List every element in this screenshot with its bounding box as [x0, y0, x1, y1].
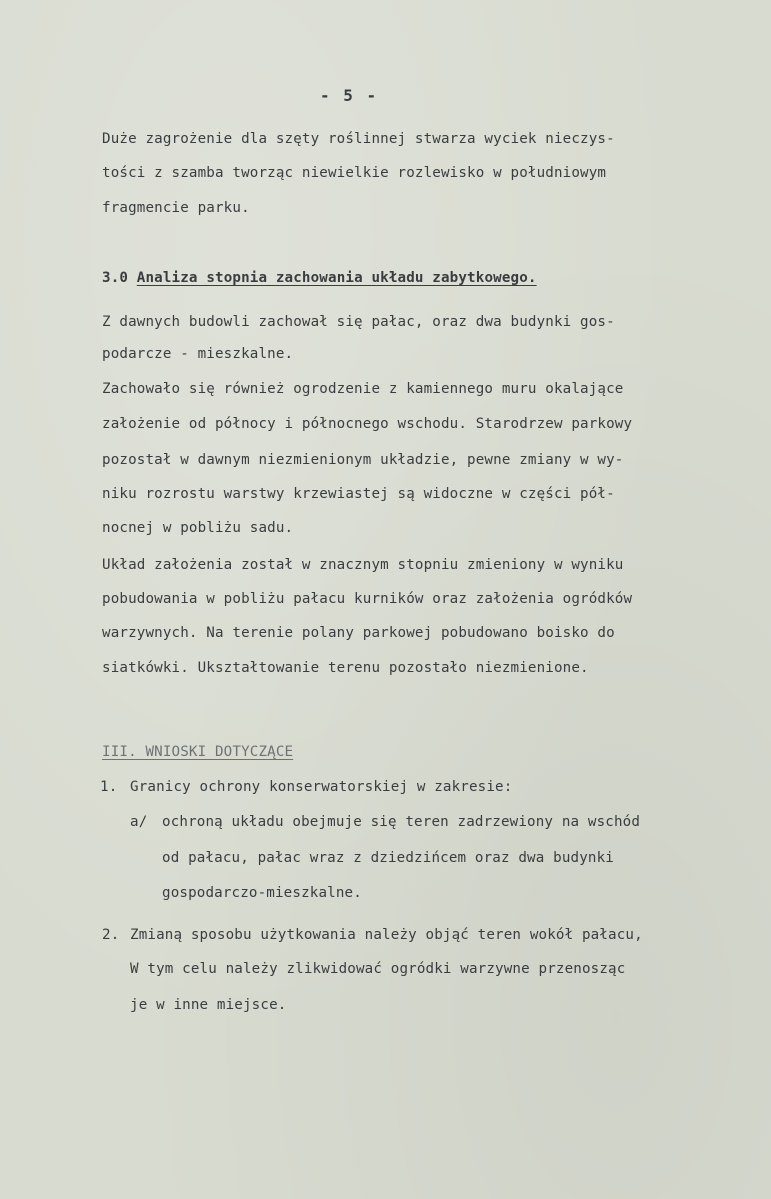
- section-III-heading: III. WNIOSKI DOTYCZĄCE: [102, 744, 294, 760]
- section-3-line-9: pobudowania w pobliżu pałacu kurników oraz założenia ogródków: [102, 591, 633, 607]
- section-3-line-5: pozostał w dawnym niezmienionym układzie, pewne zmiany w wy-: [102, 452, 624, 468]
- item-2-number: 2.: [102, 927, 120, 943]
- section-3-line-1: Z dawnych budowli zachował się pałac, oraz dwa budynki gos-: [102, 314, 615, 330]
- section-3-heading: [102, 269, 537, 287]
- intro-line-3: fragmencie parku.: [102, 200, 250, 216]
- item-1-number: 1.: [100, 779, 118, 795]
- item-2-line-2: W tym celu należy zlikwidować ogródki warzywne przenosząc: [130, 961, 626, 977]
- section-3-line-2: podarcze - mieszkalne.: [102, 346, 294, 362]
- intro-line-1: Duże zagrożenie dla szęty roślinnej stwarza wyciek nieczys-: [102, 131, 615, 147]
- section-3-title: Analiza stopnia zachowania układu zabytkowego.: [136, 270, 537, 286]
- section-3-line-6: niku rozrostu warstwy krzewiastej są widoczne w części pół-: [102, 486, 615, 502]
- item-1-sub-line-3: gospodarczo-mieszkalne.: [162, 885, 362, 901]
- item-2-line-1: Zmianą sposobu użytkowania należy objąć teren wokół pałacu,: [130, 927, 643, 943]
- item-1-text: Granicy ochrony konserwatorskiej w zakresie:: [130, 779, 513, 795]
- item-1-sub-line-2: od pałacu, pałac wraz z dziedzińcem oraz dwa budynki: [162, 850, 614, 866]
- section-3-line-7: nocnej w pobliżu sadu.: [102, 520, 294, 536]
- section-3-line-11: siatkówki. Ukształtowanie terenu pozostało niezmienione.: [102, 660, 589, 676]
- intro-line-2: tości z szamba tworząc niewielkie rozlewisko w południowym: [102, 165, 607, 181]
- section-3-line-10: warzywnych. Na terenie polany parkowej pobudowano boisko do: [102, 625, 615, 641]
- section-3-number: 3.0: [102, 270, 129, 286]
- section-3-line-4: założenie od północy i północnego wschodu. Starodrzew parkowy: [102, 416, 633, 432]
- page-number: - 5 -: [320, 86, 379, 105]
- item-1-sub-line-1: ochroną układu obejmuje się teren zadrzewiony na wschód: [162, 814, 641, 830]
- section-3-line-8: Układ założenia został w znacznym stopniu zmieniony w wyniku: [102, 557, 624, 573]
- item-1-sub-label: a/: [130, 814, 148, 830]
- item-2-line-3: je w inne miejsce.: [130, 997, 287, 1013]
- section-3-line-3: Zachowało się również ogrodzenie z kamiennego muru okalające: [102, 381, 624, 397]
